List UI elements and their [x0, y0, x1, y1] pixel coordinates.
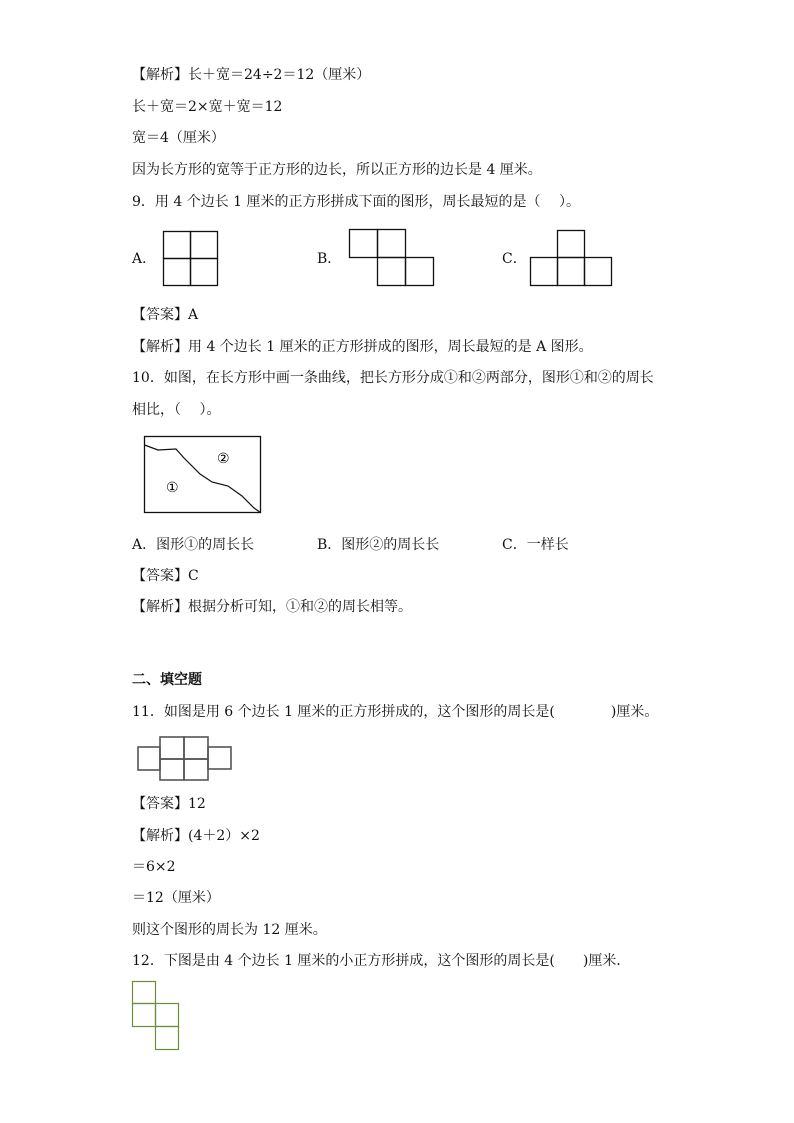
q10-question-line-1: 10．如图，在长方形中画一条曲线，把长方形分成①和②两部分，图形①和②的周长 — [132, 370, 654, 386]
section-title-fill-in: 二、填空题 — [132, 672, 202, 688]
q12-question: 12．下图是由 4 个边长 1 厘米的小正方形拼成，这个图形的周长是( )厘米． — [132, 953, 631, 969]
q9-option-a-label: A． — [132, 251, 157, 267]
q10-answer: 【答案】C — [132, 568, 199, 584]
q10-option-c: C．一样长 — [502, 537, 569, 553]
intro-line-2: 长＋宽＝2×宽＋宽＝12 — [132, 99, 283, 115]
q9-option-c-label: C． — [502, 251, 527, 267]
q11-analysis-line-2: ＝6×2 — [132, 859, 176, 875]
q10-option-b: B．图形②的周长长 — [317, 537, 440, 553]
q9-answer: 【答案】A — [132, 307, 199, 323]
q12-figure — [132, 981, 180, 1051]
q11-figure — [137, 736, 235, 782]
q10-analysis: 【解析】根据分析可知，①和②的周长相等。 — [132, 599, 412, 615]
q10-region-1-label: ① — [166, 480, 179, 496]
q9-option-b-label: B． — [317, 251, 342, 267]
intro-line-1: 【解析】长＋宽＝24÷2＝12（厘米） — [132, 67, 371, 83]
q9-figure-b — [349, 229, 435, 287]
q9-analysis: 【解析】用 4 个边长 1 厘米的正方形拼成的图形，周长最短的是 A 图形。 — [132, 339, 593, 355]
q10-rectangle-figure — [144, 436, 262, 514]
q11-question: 11．如图是用 6 个边长 1 厘米的正方形拼成的，这个图形的周长是( )厘米。 — [132, 704, 659, 720]
q10-question-line-2: 相比，（ ）。 — [132, 402, 221, 418]
q10-option-a: A．图形①的周长长 — [132, 537, 255, 553]
q9-question: 9．用 4 个边长 1 厘米的正方形拼成下面的图形，周长最短的是（ ）。 — [132, 194, 580, 210]
q11-analysis-line-3: ＝12（厘米） — [132, 890, 220, 906]
q11-answer: 【答案】12 — [132, 796, 206, 812]
q11-analysis-line-1: 【解析】(4＋2）×2 — [132, 828, 260, 844]
intro-line-3: 宽＝4（厘米） — [132, 130, 225, 146]
q10-region-2-label: ② — [217, 451, 230, 467]
intro-line-4: 因为长方形的宽等于正方形的边长，所以正方形的边长是 4 厘米。 — [132, 162, 542, 178]
q9-figure-c — [530, 230, 614, 287]
q11-analysis-line-4: 则这个图形的周长为 12 厘米。 — [132, 922, 327, 938]
q9-figure-a — [163, 231, 219, 287]
